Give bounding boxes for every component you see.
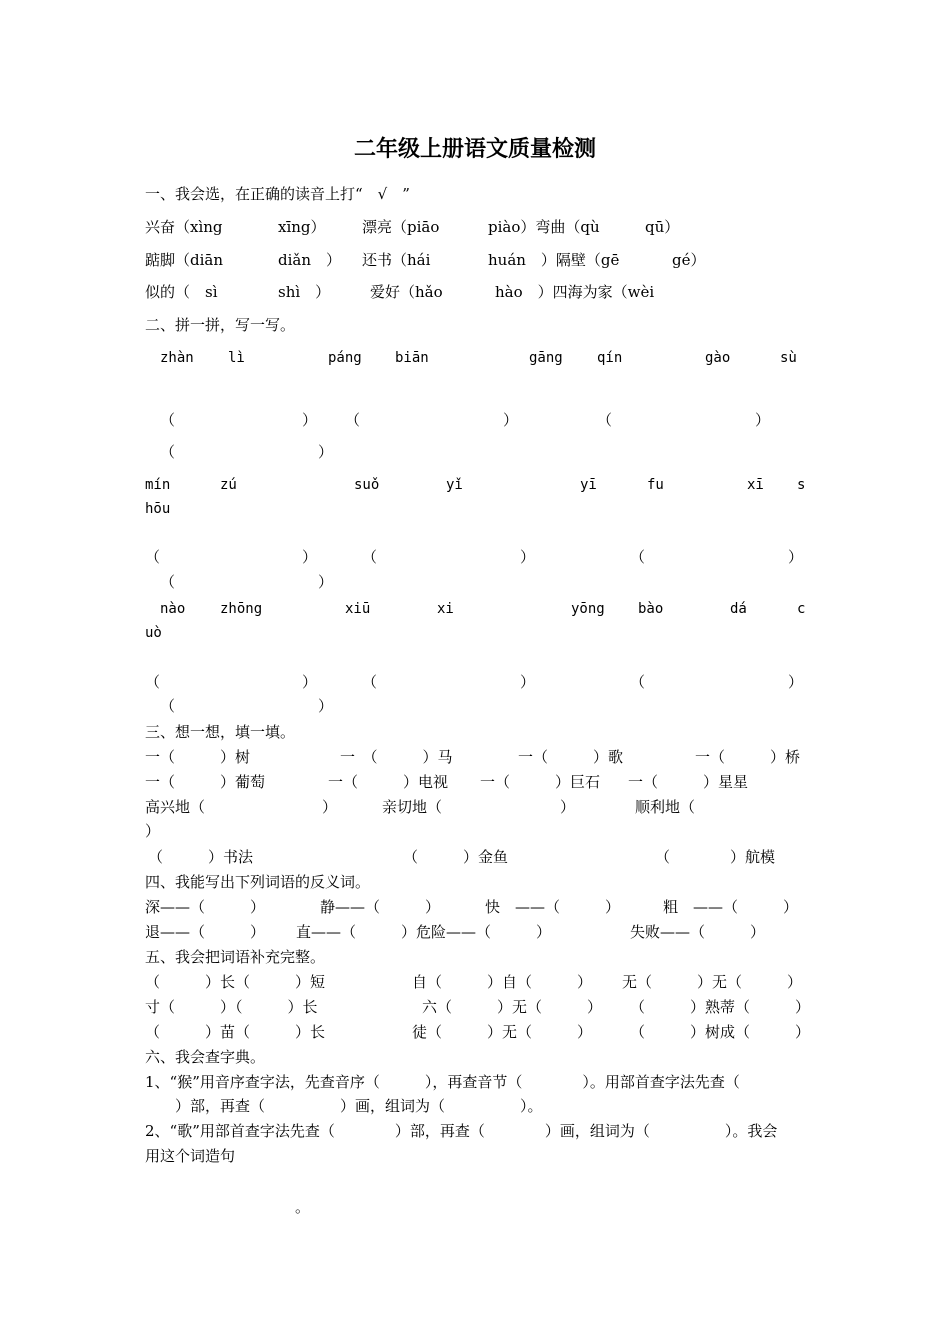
s1-item: piào）弯曲（qù — [488, 218, 600, 236]
pinyin: nào — [160, 601, 186, 617]
idiom-item: （ ）树成（ ） — [630, 1023, 811, 1041]
fill-item: 一（ ）桥 — [695, 748, 801, 766]
antonym-item: 粗 ——（ ） — [663, 898, 799, 916]
s1-item: 还书（hái — [362, 251, 431, 269]
close-paren: ） — [302, 673, 318, 691]
fill-item: 顺利地（ — [635, 798, 696, 816]
close-paren: ） — [503, 411, 519, 429]
fill-item: 高兴地（ — [145, 798, 206, 816]
pinyin: páng — [328, 350, 362, 366]
fill-item: ） — [560, 798, 576, 816]
s1-item: qū） — [645, 218, 680, 236]
close-paren: ） — [788, 673, 804, 691]
pinyin: xiū — [345, 601, 371, 617]
antonym-item: 深——（ ） — [145, 898, 266, 916]
pinyin: yǐ — [446, 477, 463, 493]
pinyin: dá — [730, 601, 747, 617]
open-paren: （ — [630, 548, 646, 566]
pinyin: lì — [228, 350, 245, 366]
open-paren: （ — [145, 548, 161, 566]
fill-item: ） — [322, 798, 338, 816]
fill-item: 一（ ）巨石 — [480, 773, 601, 791]
dictionary-question-2-cont: 用这个词造句 — [145, 1147, 236, 1165]
s1-item: diǎn ） — [278, 251, 342, 269]
idiom-item: 无（ ）无（ ） — [622, 973, 803, 991]
antonym-item: 快 ——（ ） — [485, 898, 621, 916]
sentence-end-mark: 。 — [295, 1198, 311, 1216]
pinyin: zhōng — [220, 601, 263, 617]
s1-item: gé） — [672, 251, 706, 269]
pinyin: gào — [705, 350, 731, 366]
open-paren: （ — [597, 411, 613, 429]
idiom-item: 徒（ ）无（ ） — [412, 1023, 593, 1041]
close-paren: ） — [302, 548, 318, 566]
close-paren: ） — [318, 443, 334, 461]
fill-item: 一（ ）歌 — [518, 748, 624, 766]
idiom-item: 寸（ ）（ ）长 — [145, 998, 318, 1016]
fill-item: （ ）金鱼 — [403, 848, 509, 866]
idiom-item: （ ）长（ ）短 — [145, 973, 326, 991]
s1-item: 踮脚（diān — [145, 251, 224, 269]
open-paren: （ — [160, 573, 176, 591]
close-paren: ） — [318, 697, 334, 715]
s1-item: xīng） — [278, 218, 326, 236]
antonym-item: 直——（ ）危险——（ ） — [296, 923, 552, 941]
fill-item: 一 （ ）马 — [340, 748, 453, 766]
pinyin: hōu — [145, 501, 171, 517]
section-1-heading: 一、我会选，在正确的读音上打“ √ ” — [145, 185, 410, 203]
s1-item: shì ） — [278, 283, 331, 301]
pinyin: xi — [437, 601, 454, 617]
fill-item: 一（ ）星星 — [628, 773, 749, 791]
open-paren: （ — [345, 411, 361, 429]
pinyin: fu — [647, 477, 664, 493]
idiom-item: （ ）苗（ ）长 — [145, 1023, 326, 1041]
section-4-heading: 四、我能写出下列词语的反义词。 — [145, 873, 371, 891]
open-paren: （ — [362, 548, 378, 566]
close-paren: ） — [520, 548, 536, 566]
fill-item: （ ）航模 — [655, 848, 776, 866]
open-paren: （ — [362, 673, 378, 691]
pinyin: zú — [220, 477, 237, 493]
fill-item: 亲切地（ — [382, 798, 443, 816]
dictionary-question-2: 2、“歌”用部首查字法先查（ ）部，再查（ ）画，组词为（ ）。我会 — [145, 1122, 778, 1140]
pinyin: s — [797, 477, 806, 493]
close-paren: ） — [520, 673, 536, 691]
pinyin: suǒ — [354, 477, 380, 493]
close-paren: ） — [788, 548, 804, 566]
open-paren: （ — [160, 697, 176, 715]
s1-item: 爱好（hǎo — [370, 283, 443, 301]
idiom-item: 自（ ）自（ ） — [412, 973, 593, 991]
section-2-heading: 二、拼一拼，写一写。 — [145, 316, 296, 334]
section-6-heading: 六、我会查字典。 — [145, 1048, 266, 1066]
antonym-item: 失败——（ ） — [630, 923, 766, 941]
pinyin: qín — [597, 350, 623, 366]
fill-item: 一（ ）电视 — [328, 773, 449, 791]
section-3-heading: 三、想一想，填一填。 — [145, 723, 296, 741]
s1-item: hào ）四海为家（wèi — [495, 283, 655, 301]
open-paren: （ — [160, 443, 176, 461]
fill-item: 一（ ）树 — [145, 748, 251, 766]
idiom-item: （ ）熟蒂（ ） — [630, 998, 811, 1016]
pinyin: uò — [145, 625, 162, 641]
pinyin: sù — [780, 350, 797, 366]
pinyin: yī — [580, 477, 597, 493]
pinyin: bào — [638, 601, 664, 617]
pinyin: yōng — [571, 601, 605, 617]
antonym-item: 静——（ ） — [320, 898, 441, 916]
pinyin: gāng — [529, 350, 563, 366]
pinyin: mín — [145, 477, 171, 493]
close-paren: ） — [755, 411, 771, 429]
close-paren: ） — [318, 573, 334, 591]
open-paren: （ — [145, 673, 161, 691]
fill-item: （ ）书法 — [148, 848, 254, 866]
s1-item: 似的（ sì — [145, 283, 218, 301]
antonym-item: 退——（ ） — [145, 923, 266, 941]
section-5-heading: 五、我会把词语补充完整。 — [145, 948, 326, 966]
s1-item: 漂亮（piāo — [362, 218, 440, 236]
close-paren: ） — [302, 411, 318, 429]
pinyin: c — [797, 601, 806, 617]
dictionary-question-1: 1、“猴”用音序查字法，先查音序（ ），再查音节（ ）。用部首查字法先查（ — [145, 1073, 740, 1091]
fill-item: 一（ ）葡萄 — [145, 773, 266, 791]
pinyin: biān — [395, 350, 429, 366]
s1-item: huán ）隔壁（gē — [488, 251, 620, 269]
s1-item: 兴奋（xìng — [145, 218, 223, 236]
idiom-item: 六（ ）无（ ） — [422, 998, 603, 1016]
pinyin: xī — [747, 477, 764, 493]
fill-item: ） — [145, 822, 161, 840]
dictionary-question-1-cont: ）部，再查（ ）画，组词为（ ）。 — [160, 1097, 543, 1115]
pinyin: zhàn — [160, 350, 194, 366]
open-paren: （ — [630, 673, 646, 691]
page-title: 二年级上册语文质量检测 — [353, 136, 596, 162]
open-paren: （ — [160, 411, 176, 429]
